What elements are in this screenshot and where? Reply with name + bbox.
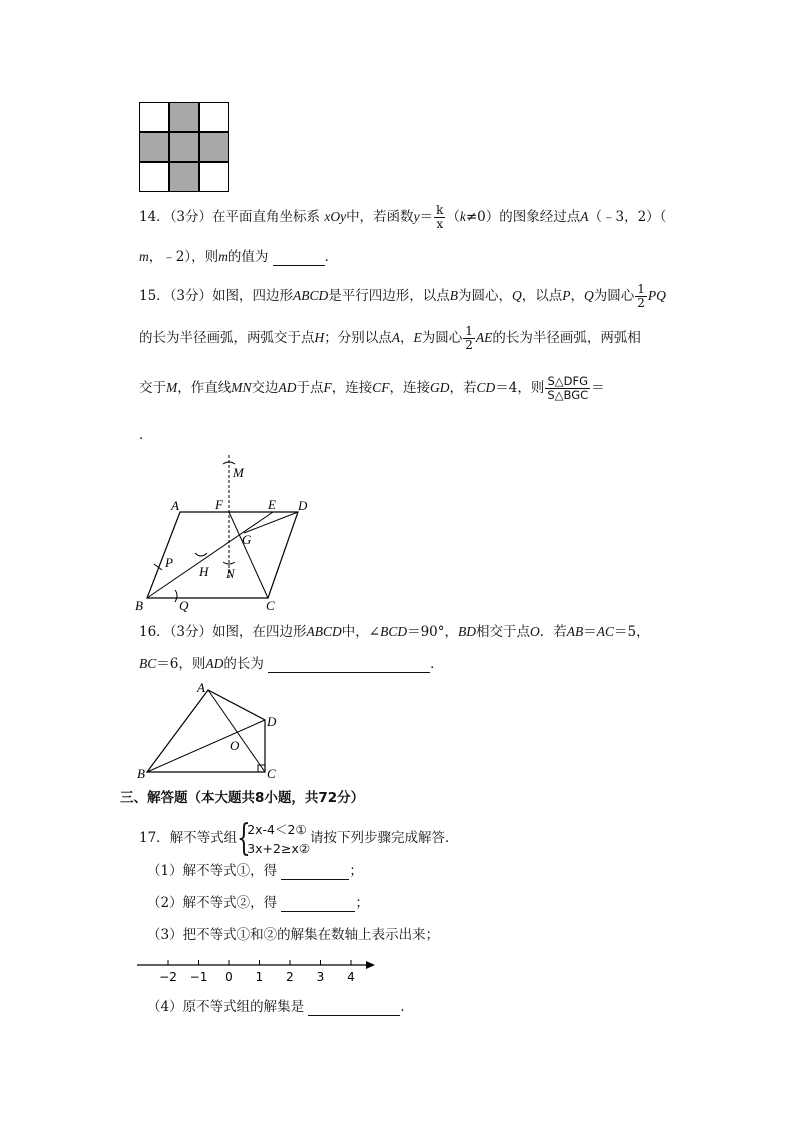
q16-line2: BC＝6，则AD的长为 ． xyxy=(139,656,444,672)
q15-line2: 的长为半径画弧，两弧交于点H；分别以点A，E为圆心 $\frac{1}{2}$ AE的长为半径画弧，两弧相 xyxy=(139,324,641,352)
fraction-k-over-x: $\frac{k}{x}$ xyxy=(436,203,444,231)
line-ac xyxy=(208,690,265,772)
inequality-system: { 2x-4＜2① 3x+2≥x② xyxy=(237,817,311,859)
answer-blank-step1[interactable] xyxy=(281,865,349,880)
q17-line1: 17．解不等式组 { 2x-4＜2① 3x+2≥x② 请按下列步骤完成解答． xyxy=(139,817,459,859)
label-n: N xyxy=(226,566,235,581)
label-b: B xyxy=(137,766,145,780)
number-line-tick-label: −1 xyxy=(189,970,208,984)
label-q: Q xyxy=(179,598,189,613)
label-d: D xyxy=(267,714,277,729)
quadrilateral-abcd xyxy=(147,690,265,772)
label-a: A xyxy=(197,680,205,695)
answer-blank-step2[interactable] xyxy=(281,897,355,912)
q14-line2: m，﹣2），则m的值为 ． xyxy=(139,249,339,265)
fraction-one-half: $\frac{1}{2}$ xyxy=(465,324,473,352)
parallelogram-figure xyxy=(135,450,335,615)
number-line-tick-label: 1 xyxy=(255,970,264,984)
number-line-tick-label: −2 xyxy=(159,970,177,984)
grid-cell-shaded xyxy=(139,132,169,162)
grid-cell-shaded xyxy=(199,132,229,162)
cross-grid-figure xyxy=(139,102,229,192)
fraction-one-half: $\frac{1}{2}$ xyxy=(637,282,645,310)
label-b: B xyxy=(135,598,143,613)
number-line-tick-label: 2 xyxy=(286,970,294,984)
line-gd xyxy=(244,512,298,533)
answer-blank-q14[interactable] xyxy=(273,251,325,266)
line-cf xyxy=(229,512,268,598)
number-line xyxy=(135,955,385,985)
answer-blank-step4[interactable] xyxy=(308,1001,400,1016)
quadrilateral-figure xyxy=(135,678,295,780)
label-g: G xyxy=(242,532,252,547)
q14-line1: 14．（3分）在平面直角坐标系 xOy中，若函数y＝ $\frac{k}{x}$ （k≠0）的图象经过点A（﹣3，2）（ xyxy=(139,203,667,231)
grid-cell-shaded xyxy=(169,102,199,132)
ratio-fraction: $\frac{\text{S△DFG}}{\text{S△BGC}}$ xyxy=(547,374,589,402)
grid-cell xyxy=(199,162,229,192)
q17-step3: （3）把不等式①和②的解集在数轴上表示出来； xyxy=(147,927,440,943)
label-h: H xyxy=(199,564,209,579)
label-a: A xyxy=(171,498,179,513)
number-line-arrow xyxy=(366,961,375,969)
arc-mark-h xyxy=(195,553,207,556)
grid-cell-shaded xyxy=(169,132,199,162)
label-f: F xyxy=(215,497,223,512)
q17-step4: （4）原不等式组的解集是 ． xyxy=(147,999,414,1015)
grid-cell-shaded xyxy=(169,162,199,192)
q17-step2: （2）解不等式②，得 ； xyxy=(147,895,369,911)
grid-cell xyxy=(199,102,229,132)
grid-cell xyxy=(139,102,169,132)
answer-blank-q16[interactable] xyxy=(268,658,430,673)
number-line-tick-label: 4 xyxy=(347,970,355,984)
arc-mark-q xyxy=(175,590,177,602)
label-c: C xyxy=(267,766,276,780)
number-line-tick-label: 3 xyxy=(316,970,325,984)
q15-line3: 交于M，作直线MN交边AD于点F，连接CF，连接GD，若CD＝4，则 $\frac{\text{S△DFG}}{\text{S△BGC}}$ ＝ xyxy=(139,374,605,402)
label-c: C xyxy=(266,598,275,613)
q17-step1: （1）解不等式①，得 ； xyxy=(147,863,363,879)
label-d: D xyxy=(298,498,308,513)
q15-line1: 15．（3分）如图，四边形ABCD是平行四边形，以点B为圆心，Q，以点P，Q为圆心 $\frac{1}{2}$ PQ xyxy=(139,282,666,310)
label-p: P xyxy=(165,555,173,570)
label-m: M xyxy=(233,465,244,480)
section-heading: 三、解答题（本大题共8小题，共72分） xyxy=(120,790,365,806)
label-e: E xyxy=(268,497,276,512)
number-line-tick-label: 0 xyxy=(225,970,233,984)
label-o: O xyxy=(230,738,240,753)
grid-cell xyxy=(139,162,169,192)
q16-line1: 16．（3分）如图，在四边形ABCD中，∠BCD＝90°，BD相交于点O．若AB＝AC＝5， xyxy=(139,624,650,640)
q15-period: ． xyxy=(139,427,153,443)
